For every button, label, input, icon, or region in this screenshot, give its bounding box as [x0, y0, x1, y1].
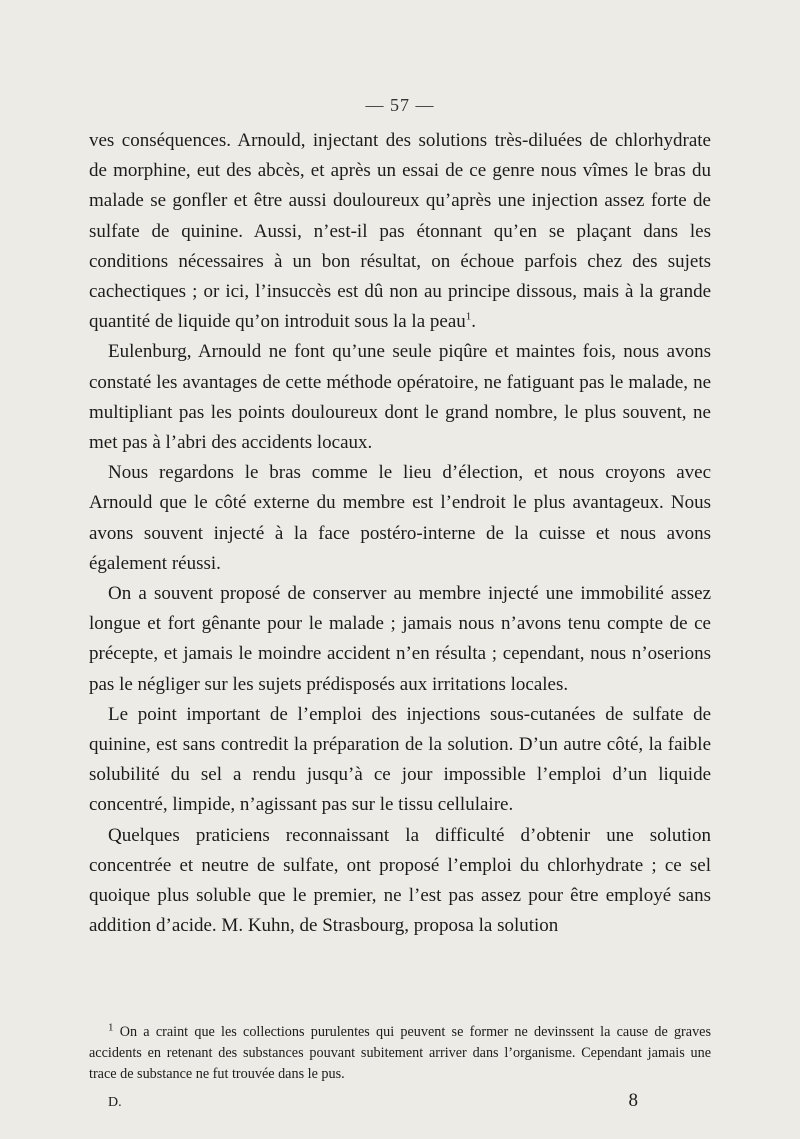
footnote: [89, 1022, 711, 1085]
signature-number: 8: [628, 1090, 638, 1111]
footnote-ref: 1: [465, 310, 472, 323]
signature-line: [108, 1090, 638, 1112]
body-text: [89, 126, 711, 941]
paragraph-1-text: ves conséquences. Arnould, injectant des solutions très-diluées de chlorhydrate de morphine, eut des abcès, et après un essai de ce genre nous vîmes le bras du malade se gonfler et être aussi douloureux qu’après une injection assez forte de sulfate de quinine. Aussi, n’est-il pas étonnant qu’en se plaçant dans les conditions nécessaires à un bon résultat, on échoue parfois chez des sujets cachectiques ; or ici, l’insuccès est dû non au principe dissous, mais à la grande quantité de liquide qu’on introduit sous la la peau: [89, 130, 711, 333]
footnote-marker: 1: [108, 1021, 114, 1034]
signature-mark: D.: [108, 1095, 122, 1110]
paragraph-1: [89, 126, 711, 337]
paragraph-5: Le point important de l’emploi des injections sous-cutanées de sulfate de quinine, est sans contredit la préparation de la solution. D’un autre côté, la faible solubilité du sel a rendu jusqu’à ce jour impossible l’emploi d’un liquide concentré, limpide, n’agissant pas sur le tissu cellulaire.: [89, 703, 711, 816]
footnote-body: On a craint que les collections purulentes qui peuvent se former ne devinssent la cause de graves accidents en retenant des substances pouvant subitement arriver dans l’organisme. Cependant jamais une trace de substance ne fut trouvée dans le pus.: [89, 1024, 711, 1082]
footnote-text: [89, 1022, 711, 1085]
page-number: — 57 —: [365, 95, 435, 115]
paragraph-2: Eulenburg, Arnould ne font qu’une seule piqûre et maintes fois, nous avons constaté les avantages de cette méthode opératoire, ne fatiguant pas le malade, ne multipliant pas les points douloureux dont le grand nombre, le plus souvent, ne met pas à l’abri des accidents locaux.: [89, 341, 711, 454]
paragraph-1-end: .: [471, 311, 477, 333]
paragraph-6: Quelques praticiens reconnaissant la difficulté d’obtenir une solution concentrée et neutre de sulfate, ont proposé l’emploi du chlorhydrate ; ce sel quoique plus soluble que le premier, ne l’est pas assez pour être employé sans addition d’acide. M. Kuhn, de Strasbourg, proposa la solution: [89, 824, 711, 937]
paragraph-4: On a souvent proposé de conserver au membre injecté une immobilité assez longue et fort gênante pour le malade ; jamais nous n’avons tenu compte de ce précepte, et jamais le moindre accident n’en résulta ; cependant, nous n’oserions pas le négliger sur les sujets prédisposés aux irritations locales.: [89, 583, 711, 695]
paragraph-3: Nous regardons le bras comme le lieu d’élection, et nous croyons avec Arnould que le côté externe du membre est l’endroit le plus avantageux. Nous avons souvent injecté à la face postéro-interne de la cuisse et nous avons également réussi.: [89, 462, 711, 574]
